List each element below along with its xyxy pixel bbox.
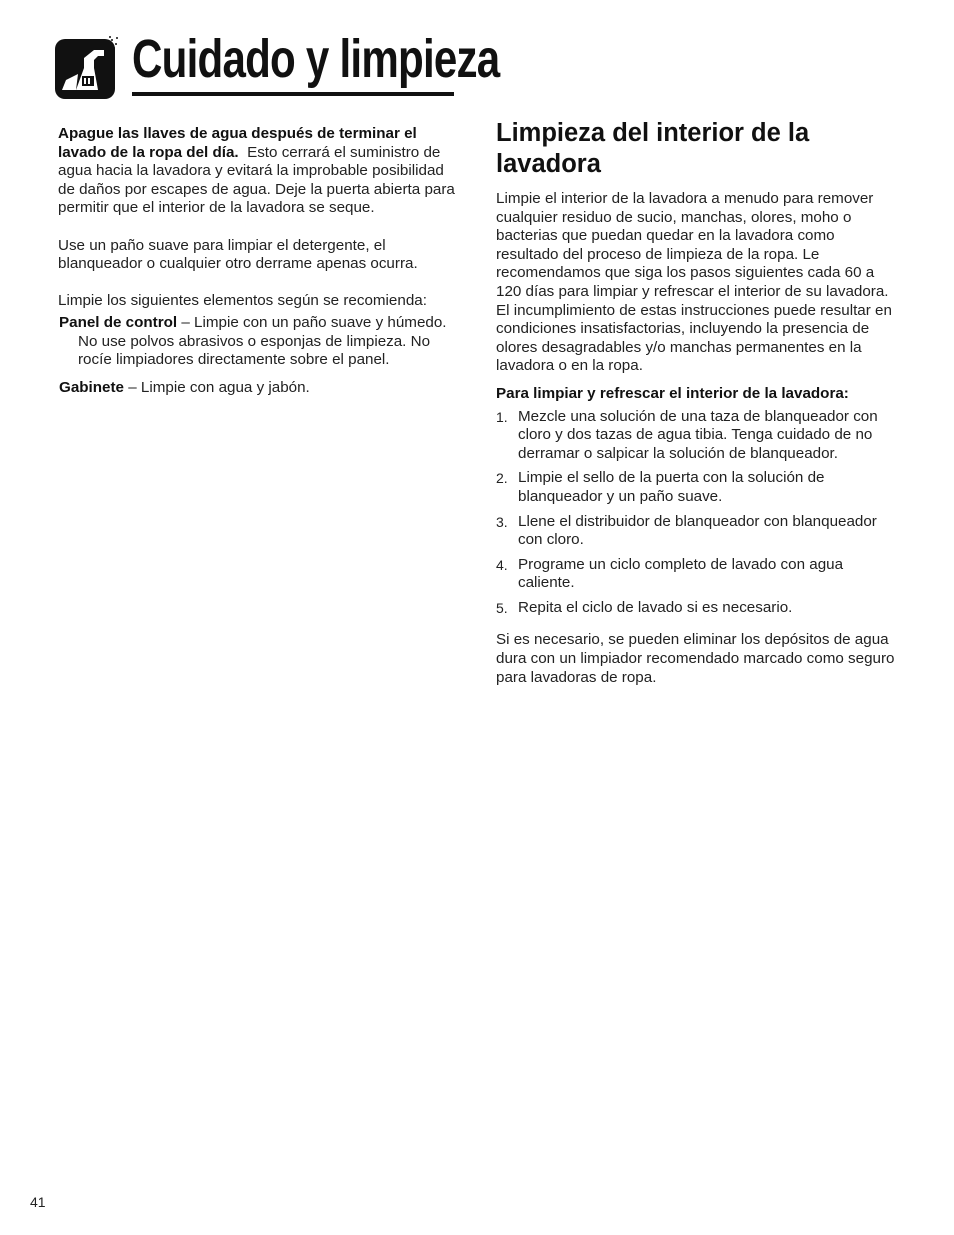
title-underline (132, 92, 454, 96)
step-item (496, 408, 900, 464)
spill-paragraph: Use un paño suave para limpiar el detergente, el blanqueador o cualquier otro derrame apenas ocurra. (58, 236, 418, 273)
intro-text: Esto cerrará el suministro de agua hacia la lavadora y evitará la improbable posibilidad de daños por escapes de agua. Deje la puerta abierta para permitir que el interior de la lavadora se seque. (58, 143, 455, 217)
step-number: 4. (496, 556, 508, 573)
step-item (496, 599, 900, 618)
page-number: 41 (30, 1194, 46, 1210)
step-number: 1. (496, 408, 508, 425)
item-term: Gabinete (59, 378, 124, 396)
step-text: Programe un ciclo completo de lavado con agua caliente. (518, 555, 844, 592)
step-item (496, 556, 900, 593)
step-item (496, 469, 900, 506)
step-text: Limpie el sello de la puerta con la solución de blanqueador y un paño suave. (518, 469, 825, 505)
recommend-paragraph: Limpie los siguientes elementos según se recomienda: (58, 292, 427, 310)
item-text: – Limpie con un paño suave y húmedo. No use polvos abrasivos o esponjas de limpieza. No rocíe limpiadores directamente sobre el panel. (78, 313, 447, 369)
step-text: Mezcle una solución de una taza de blanqueador con cloro y dos tazas de agua tibia. Tenga cuidado de no derramar o salpicar la solución de blanqueador. (518, 407, 878, 462)
step-number: 3. (496, 513, 508, 530)
step-text: Llene el distribuidor de blanqueador con blanqueador con cloro. (518, 512, 877, 549)
spray-bottle-icon (54, 36, 118, 100)
steps-heading: Para limpiar y refrescar el interior de la lavadora: (496, 384, 849, 402)
step-item (496, 513, 900, 550)
page-title: Cuidado y limpieza (132, 29, 500, 89)
item-term: Panel de control (59, 313, 178, 331)
item-cabinet (58, 379, 463, 398)
steps-list (496, 408, 900, 618)
interior-intro-paragraph: Limpie el interior de la lavadora a menudo para remover cualquier residuo de sucio, manchas, olores, moho o bacterias que puedan quedar en la lavadora como resultado del proceso de limpieza de la ropa. Le recomendamos que siga los pasos siguientes cada 60 a 120 días para limpiar y refrescar el interior de su lavadora. El incumplimiento de estas instrucciones puede resultar en condiciones insatisfactorias, incluyendo la presencia de olores desagradables y/o manchas permanentes en la lavadora o en la ropa. (496, 190, 892, 375)
item-text: – Limpie con agua y jabón. (128, 378, 310, 396)
item-control-panel (58, 314, 463, 370)
step-text: Repita el ciclo de lavado si es necesario. (518, 598, 793, 616)
step-number: 2. (496, 470, 508, 487)
section-heading: Limpieza del interior de la lavadora (496, 119, 810, 178)
intro-paragraph (58, 125, 463, 218)
step-number: 5. (496, 599, 508, 616)
left-column (58, 125, 463, 397)
right-column (496, 118, 900, 687)
intro-bold-text: Apague las llaves de agua después de terminar el lavado de la ropa del día. (58, 125, 417, 161)
hard-water-paragraph: Si es necesario, se pueden eliminar los depósitos de agua dura con un limpiador recomendado marcado como seguro para lavadoras de ropa. (496, 631, 895, 686)
